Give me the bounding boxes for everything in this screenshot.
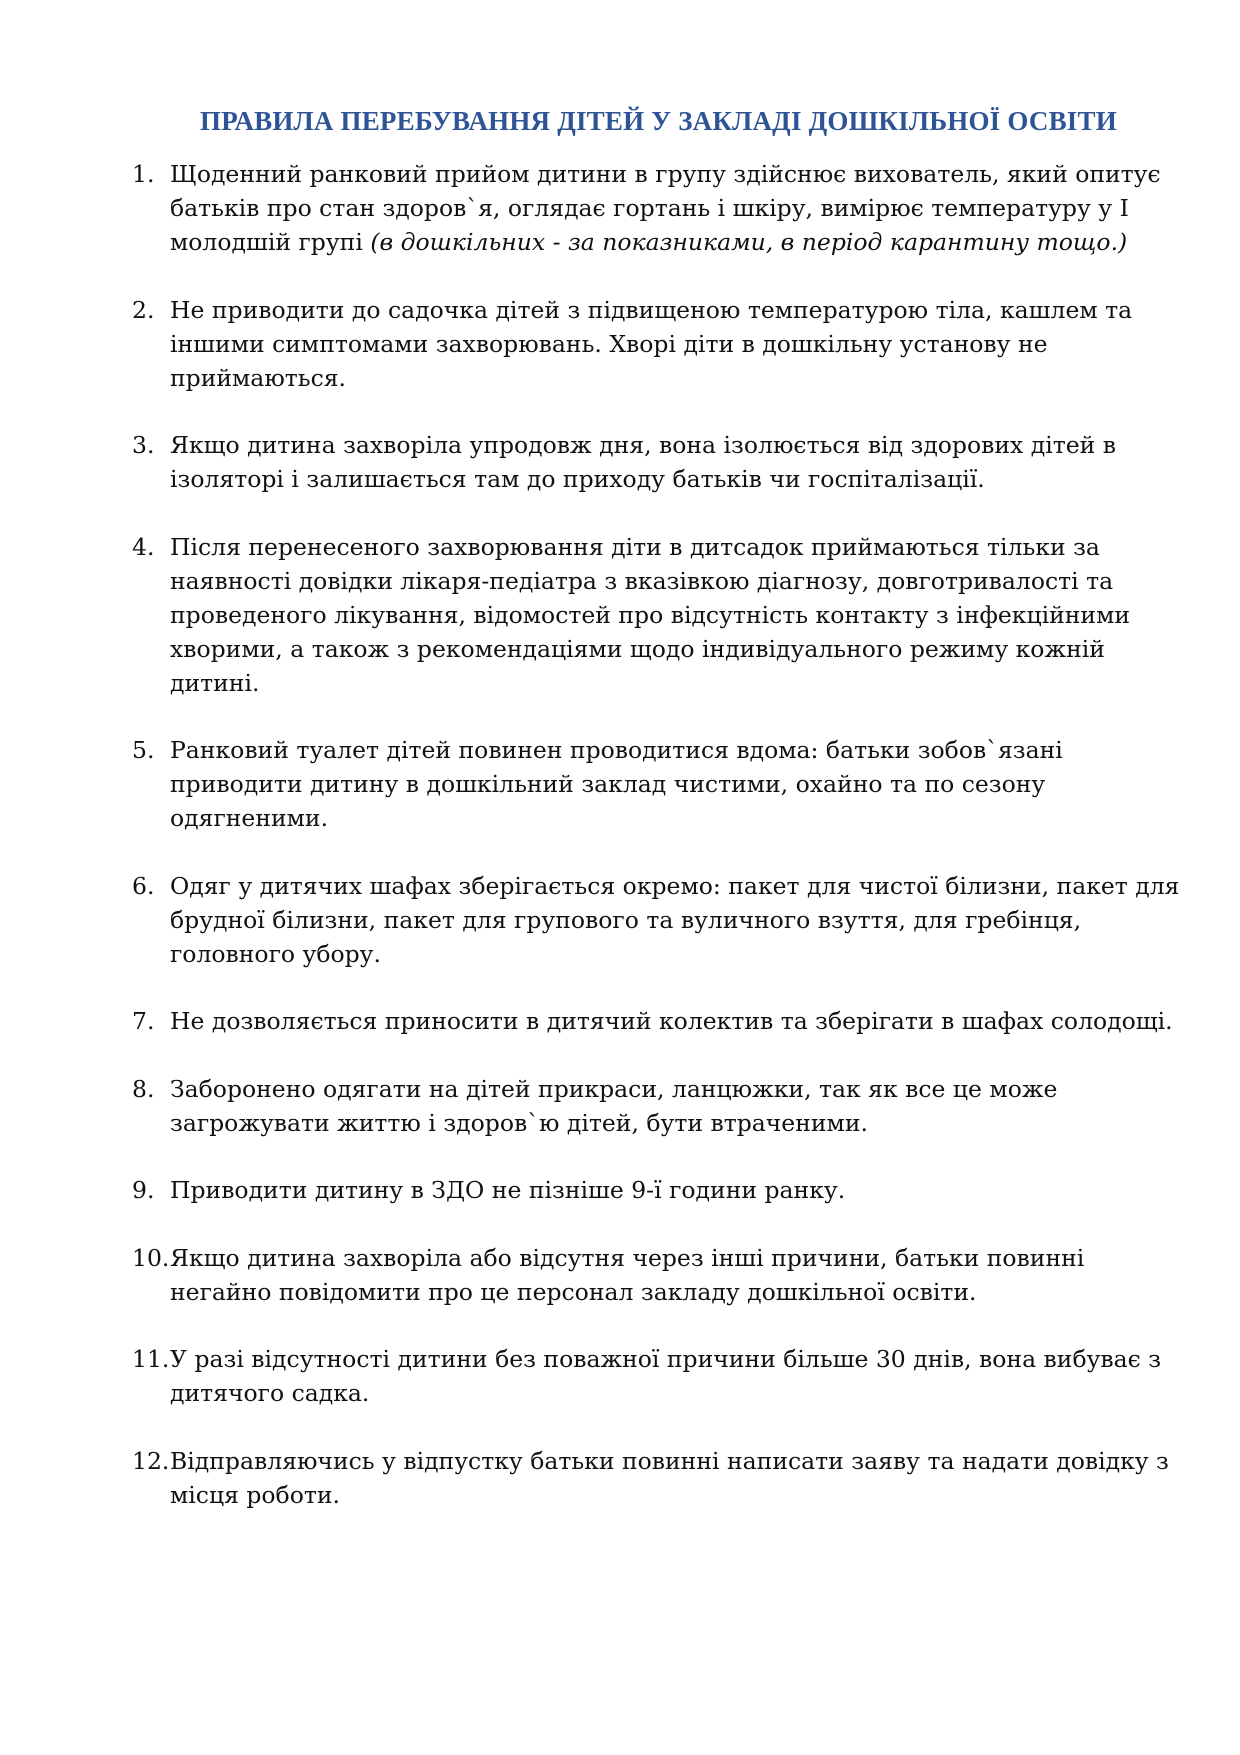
rule-emphasis: (в дошкільних - за показниками, в період карантину тощо.) — [370, 228, 1128, 256]
rule-number: 7. — [132, 1007, 155, 1035]
rule-number: 4. — [132, 532, 155, 561]
document-title: ПРАВИЛА ПЕРЕБУВАННЯ ДІТЕЙ У ЗАКЛАДІ ДОШКІЛЬНОЇ ОСВІТИ — [200, 106, 1117, 137]
rule-item — [132, 293, 1182, 395]
rule-item — [132, 869, 1182, 971]
rule-item — [132, 1173, 1182, 1207]
rule-item — [132, 1004, 1182, 1038]
rule-number: 8. — [132, 1074, 155, 1103]
rule-item — [132, 733, 1182, 835]
rule-text: Приводити дитину в ЗДО не пізніше 9-ї години ранку. — [170, 1176, 846, 1204]
rule-text: Не приводити до садочка дітей з підвищеною температурою тіла, кашлем та іншими симптомами захворювань. Хворі діти в дошкільну установу не приймаються. — [170, 295, 1133, 392]
rule-text: Якщо дитина захворіла упродовж дня, вона ізолюється від здорових дітей в ізоляторі і залишається там до приходу батьків чи госпіталізації. — [170, 431, 1117, 493]
rule-text: Заборонено одягати на дітей прикраси, ланцюжки, так як все це може загрожувати життю і здоров`ю дітей, бути втраченими. — [170, 1074, 1058, 1137]
rule-number: 3. — [132, 431, 155, 459]
rule-text: Після перенесеного захворювання діти в дитсадок приймаються тільки за наявності довідки лікаря-педіатра з вказівкою діагнозу, довготривалості та проведеного лікування, відомостей про відсутність контакту з інфекційними хворими, а також з рекомендаціями щодо індивідуального режиму кожній дитині. — [170, 532, 1131, 697]
rule-number: 1. — [132, 160, 155, 188]
rule-number: 9. — [132, 1176, 155, 1204]
rule-number: 12. — [132, 1446, 170, 1475]
rule-number: 10. — [132, 1243, 170, 1272]
rule-text: Якщо дитина захворіла або відсутня через інші причини, батьки повинні негайно повідомити про це персонал закладу дошкільної освіти. — [170, 1243, 1085, 1306]
rule-text: Щоденний ранковий прийом дитини в групу здійснює вихователь, який опитує батьків про стан здоров`я, оглядає гортань і шкіру, вимірює температуру у І молодшій групі — [170, 160, 1161, 256]
rule-item — [132, 157, 1182, 259]
rule-number: 2. — [132, 295, 155, 324]
rule-number: 6. — [132, 871, 155, 900]
rule-item — [132, 1241, 1182, 1309]
rule-item — [132, 428, 1182, 496]
rule-text: Ранковий туалет дітей повинен проводитися вдома: батьки зобов`язані приводити дитину в дошкільний заклад чистими, охайно та по сезону одягненими. — [170, 736, 1063, 832]
rule-text: Відправляючись у відпустку батьки повинні написати заяву та надати довідку з місця роботи. — [170, 1446, 1169, 1509]
rules-list — [132, 157, 1182, 1545]
rule-item — [132, 1444, 1182, 1512]
rule-text: Одяг у дитячих шафах зберігається окремо: пакет для чистої білизни, пакет для брудної білизни, пакет для групового та вуличного взуття, для гребінця, головного убору. — [170, 871, 1180, 968]
rule-text: Не дозволяється приносити в дитячий колектив та зберігати в шафах солодощі. — [170, 1007, 1173, 1035]
rule-number: 5. — [132, 736, 155, 764]
rule-text: У разі відсутності дитини без поважної причини більше 30 днів, вона вибуває з дитячого садка. — [170, 1345, 1162, 1407]
rule-item — [132, 530, 1182, 700]
rule-item — [132, 1342, 1182, 1410]
rule-number: 11. — [132, 1345, 170, 1373]
rule-item — [132, 1072, 1182, 1140]
